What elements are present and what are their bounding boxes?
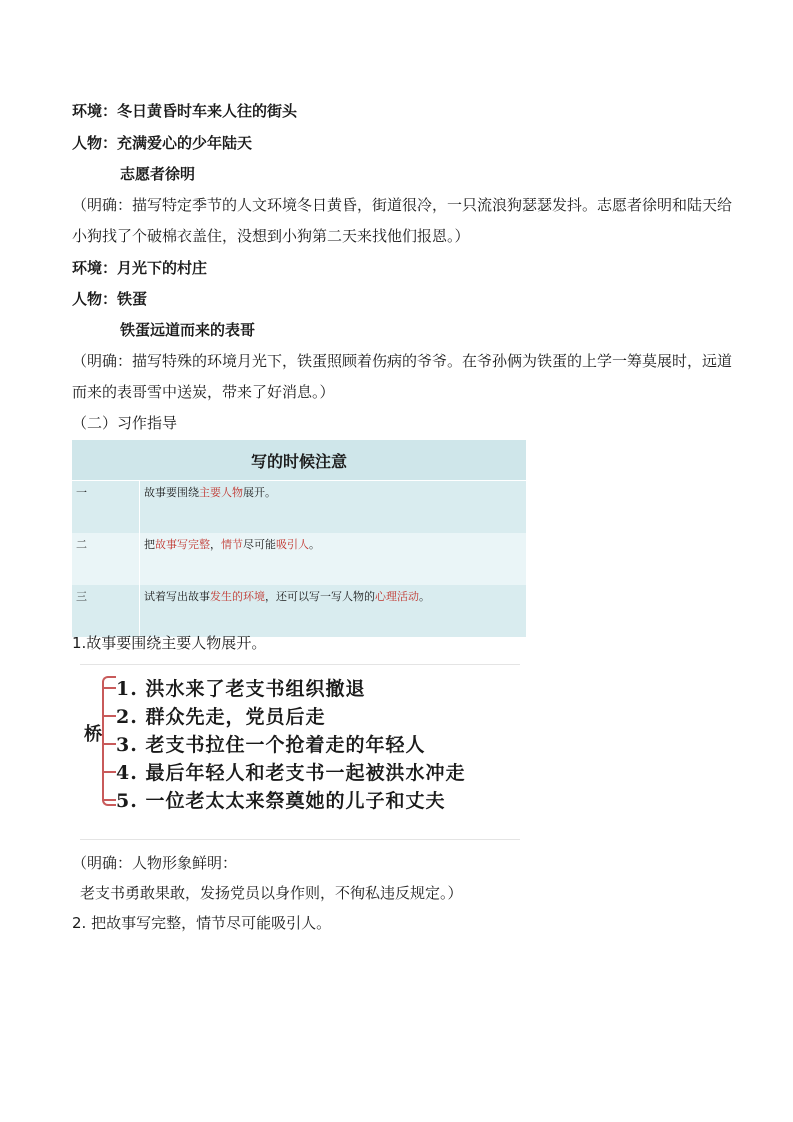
row-text-part: 。 <box>309 538 320 551</box>
bracket-tick <box>104 687 116 689</box>
story-outline-figure <box>80 664 520 840</box>
row-text-part: 试着写出故事 <box>144 590 210 603</box>
table-row <box>72 585 526 637</box>
outline-item: 2. 群众先走，党员后走 <box>116 706 326 728</box>
point-1: 1.故事要围绕主要人物展开。 <box>72 634 267 652</box>
point-2: 2. 把故事写完整，情节尽可能吸引人。 <box>72 914 332 932</box>
row-text-part: 尽可能 <box>243 538 276 551</box>
figure-title: 桥 <box>84 724 102 745</box>
row-text <box>140 585 527 637</box>
highlight-text: 吸引人 <box>276 538 309 551</box>
highlight-text: 主要人物 <box>199 486 243 499</box>
people-1-secondary: 志愿者徐明 <box>120 165 196 183</box>
people-1: 人物：充满爱心的少年陆天 <box>72 134 253 152</box>
highlight-text: 故事写完整 <box>155 538 210 551</box>
row-number: 二 <box>72 533 140 585</box>
figure-top-edge <box>80 664 520 665</box>
people-2-secondary: 铁蛋远道而来的表哥 <box>120 321 256 339</box>
table-row <box>72 533 526 585</box>
bracket-shape <box>102 676 116 806</box>
bracket-tick <box>104 799 116 801</box>
outline-item: 3. 老支书拉住一个抢着走的年轻人 <box>116 734 426 756</box>
table-title: 写的时候注意 <box>72 440 526 481</box>
bracket-tick <box>104 715 116 717</box>
outline-item: 4. 最后年轻人和老支书一起被洪水冲走 <box>116 762 466 784</box>
row-text <box>140 481 527 534</box>
setting-2: 环境：月光下的村庄 <box>72 259 208 277</box>
row-text-part: ， <box>210 538 221 551</box>
bracket-tick <box>104 743 116 745</box>
note-3-line-2: 老支书勇敢果敢，发扬党员以身作则，不徇私违反规定。） <box>80 884 463 902</box>
row-text <box>140 533 527 585</box>
highlight-text: 情节 <box>221 538 243 551</box>
figure-bottom-edge <box>80 839 520 840</box>
note-2: （明确：描写特殊的环境月光下，铁蛋照顾着伤病的爷爷。在爷孙俩为铁蛋的上学一筹莫展时，远道而来的表哥雪中送炭，带来了好消息。） <box>72 352 733 401</box>
guidance-table <box>72 440 526 637</box>
outline-item: 1. 洪水来了老支书组织撤退 <box>116 678 366 700</box>
note-3-line-1: （明确：人物形象鲜明： <box>72 854 238 872</box>
highlight-text: 发生的环境 <box>210 590 265 603</box>
note-1: （明确：描写特定季节的人文环境冬日黄昏，街道很冷，一只流浪狗瑟瑟发抖。志愿者徐明和陆天给小狗找了个破棉衣盖住，没想到小狗第二天来找他们报恩。） <box>72 196 733 245</box>
highlight-text: 心理活动 <box>375 590 419 603</box>
table-row <box>72 481 526 534</box>
bracket-tick <box>104 771 116 773</box>
guide-heading: （二）习作指导 <box>72 414 178 432</box>
people-2: 人物：铁蛋 <box>72 290 148 308</box>
row-number: 一 <box>72 481 140 534</box>
row-text-part: 。 <box>419 590 430 603</box>
row-text-part: ，还可以写一写人物的 <box>265 590 375 603</box>
row-text-part: 把 <box>144 538 155 551</box>
row-text-part: 故事要围绕 <box>144 486 199 499</box>
setting-1: 环境：冬日黄昏时车来人往的街头 <box>72 102 298 120</box>
row-text-part: 展开。 <box>243 486 276 499</box>
row-number: 三 <box>72 585 140 637</box>
outline-item: 5. 一位老太太来祭奠她的儿子和丈夫 <box>116 790 446 812</box>
